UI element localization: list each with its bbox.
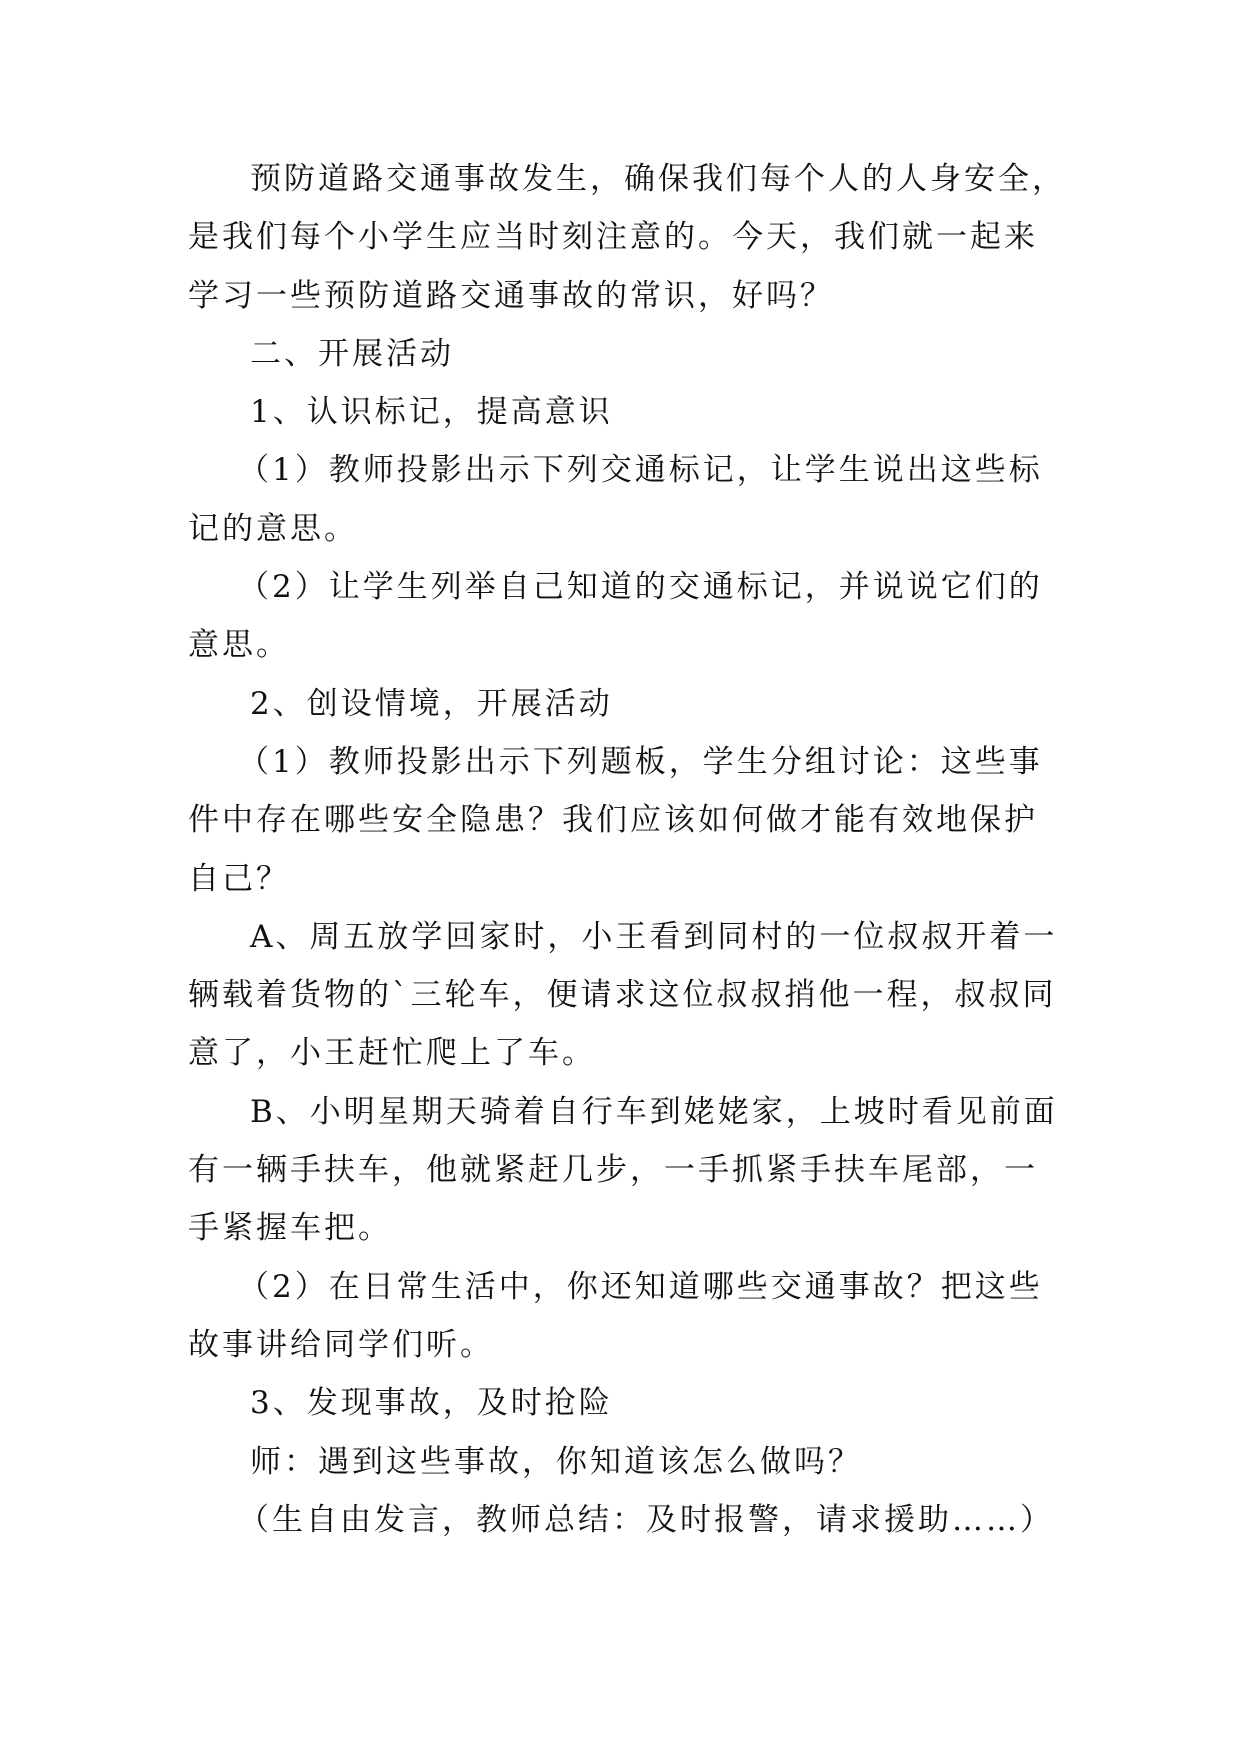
section-heading-activities: 二、开展活动 — [250, 335, 454, 372]
paragraph-summary: （生自由发言，教师总结：及时报警，请求援助……） — [238, 1501, 1054, 1538]
subheading-create-scenario: 2、创设情境，开展活动 — [250, 685, 613, 722]
paragraph-case-b: B、小明星期天骑着自行车到姥姥家，上坡时看见前面有一辆手扶车，他就紧赶几步，一手抓紧手扶车尾部，一手紧握车把。 — [188, 1093, 1058, 1247]
paragraph-intro: 预防道路交通事故发生，确保我们每个人的人身安全，是我们每个小学生应当时刻注意的。今天，我们就一起来学习一些预防道路交通事故的常识，好吗？ — [188, 161, 1066, 314]
document-body — [188, 150, 1068, 1549]
paragraph-daily-life: （2）在日常生活中，你还知道哪些交通事故？把这些故事讲给同学们听。 — [188, 1268, 1043, 1363]
subheading-recognize-signs: 1、认识标记，提高意识 — [250, 394, 613, 431]
paragraph-case-a: A、周五放学回家时，小王看到同村的一位叔叔开着一辆载着货物的`三轮车，便请求这位叔叔捎他一程，叔叔同意了，小王赶忙爬上了车。 — [188, 918, 1058, 1072]
subheading-rescue: 3、发现事故，及时抢险 — [250, 1385, 613, 1422]
paragraph-show-signs: （1）教师投影出示下列交通标记，让学生说出这些标记的意思。 — [188, 452, 1043, 547]
paragraph-teacher-question: 师：遇到这些事故，你知道该怎么做吗？ — [250, 1443, 862, 1480]
paragraph-discussion: （1）教师投影出示下列题板，学生分组讨论：这些事件中存在哪些安全隐患？我们应该如何做才能有效地保护自己？ — [188, 743, 1043, 897]
paragraph-list-signs: （2）让学生列举自己知道的交通标记，并说说它们的意思。 — [188, 569, 1043, 664]
